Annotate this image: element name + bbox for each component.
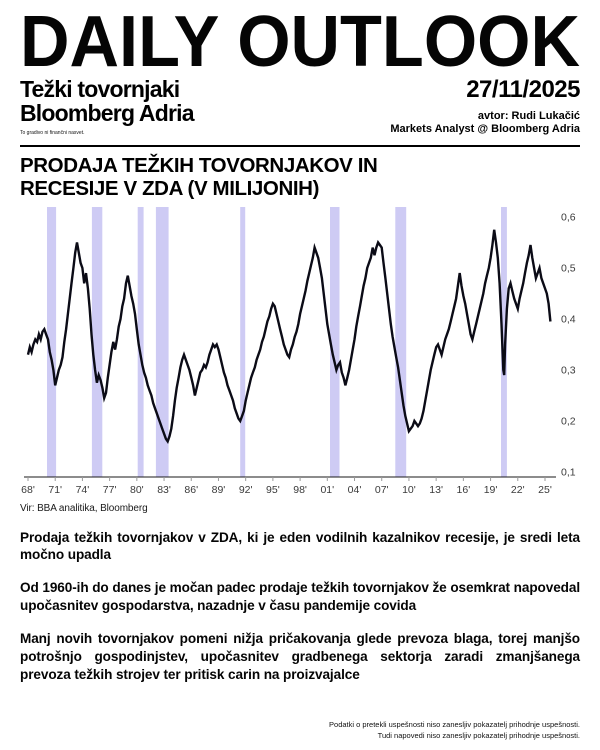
x-tick-label: 89' [211, 483, 226, 496]
chart-area [20, 205, 580, 497]
x-tick-label: 07' [374, 483, 389, 496]
y-tick-label: 0,4 [561, 313, 576, 325]
subheader-left [20, 78, 194, 136]
header-divider [20, 145, 580, 147]
brand-name: Bloomberg Adria [20, 100, 194, 127]
x-tick-label: 68' [21, 483, 35, 496]
subheader-right [390, 78, 580, 135]
paragraph-1: Prodaja težkih tovornjakov v ZDA, ki je eden vodilnih kazalnikov recesije, je sredi leta močno upadla [20, 529, 580, 563]
truck-sales-chart-svg [20, 205, 580, 497]
recession-band [395, 207, 406, 477]
x-tick-label: 92' [238, 483, 253, 496]
author-role: Markets Analyst @ Bloomberg Adria [390, 123, 580, 135]
subheader [20, 78, 580, 136]
x-tick-label: 74' [75, 483, 90, 496]
x-tick-label: 13' [429, 483, 443, 496]
edition-topic: Težki tovornjaki [20, 76, 180, 102]
issue-date: 27/11/2025 [466, 76, 580, 103]
recession-band [156, 207, 169, 477]
x-tick-label: 22' [510, 483, 525, 496]
footer-disclaimer [329, 720, 580, 742]
x-tick-label: 01' [320, 483, 335, 496]
x-tick-label: 25' [538, 483, 552, 496]
x-tick-label: 71' [48, 483, 63, 496]
x-tick-label: 86' [184, 483, 199, 496]
footer-disclaimer-line1: Podatki o pretekli uspešnosti niso zanesljiv pokazatelj prihodnje uspešnosti. [329, 720, 580, 730]
paragraph-3: Manj novih tovornjakov pomeni nižja pričakovanja glede prevoza blaga, torej manjšo potrošnjo gospodinjstev, upočasnitev gradbenega sektorja zaradi zmanjšanega prevoza težkih strojev ter pritisk carin na proizvajalce [20, 631, 580, 683]
chart-title [20, 155, 580, 201]
x-tick-label: 10' [402, 483, 416, 496]
recession-band [240, 207, 245, 477]
recession-band [92, 207, 102, 477]
masthead [20, 12, 580, 74]
truck-sales-line [28, 229, 550, 441]
y-tick-label: 0,6 [561, 211, 576, 223]
chart-title-line2: RECESIJE V ZDA (V MILIJONIH) [20, 176, 319, 200]
y-tick-label: 0,3 [561, 364, 576, 376]
page-title: DAILY OUTLOOK [20, 12, 580, 74]
mini-disclaimer: To gradivo ni finančni nasvet. [20, 129, 85, 136]
y-tick-label: 0,2 [561, 415, 576, 427]
body-copy [20, 529, 580, 685]
x-tick-label: 77' [102, 483, 117, 496]
paragraph-2: Od 1960-ih do danes je močan padec prodaje težkih tovornjakov že osemkrat napovedal upočasnitev gospodarstva, nazadnje v času pandemije covida [20, 580, 580, 614]
x-tick-label: 19' [483, 483, 498, 496]
x-tick-label: 16' [456, 483, 471, 496]
footer-disclaimer-line2: Tudi napovedi niso zanesljiv pokazatelj prihodnje uspešnosti. [377, 731, 580, 741]
x-tick-label: 04' [347, 483, 362, 496]
author-name: avtor: Rudi Lukačić [477, 110, 580, 122]
chart-source: Vir: BBA analitika, Bloomberg [20, 502, 148, 514]
x-tick-label: 98' [293, 483, 307, 496]
y-tick-label: 0,5 [561, 262, 576, 274]
y-tick-label: 0,1 [561, 466, 576, 478]
x-tick-label: 80' [129, 483, 144, 496]
chart-title-line1: PRODAJA TEŽKIH TOVORNJAKOV IN [20, 153, 378, 177]
x-tick-label: 83' [157, 483, 171, 496]
x-tick-label: 95' [266, 483, 280, 496]
